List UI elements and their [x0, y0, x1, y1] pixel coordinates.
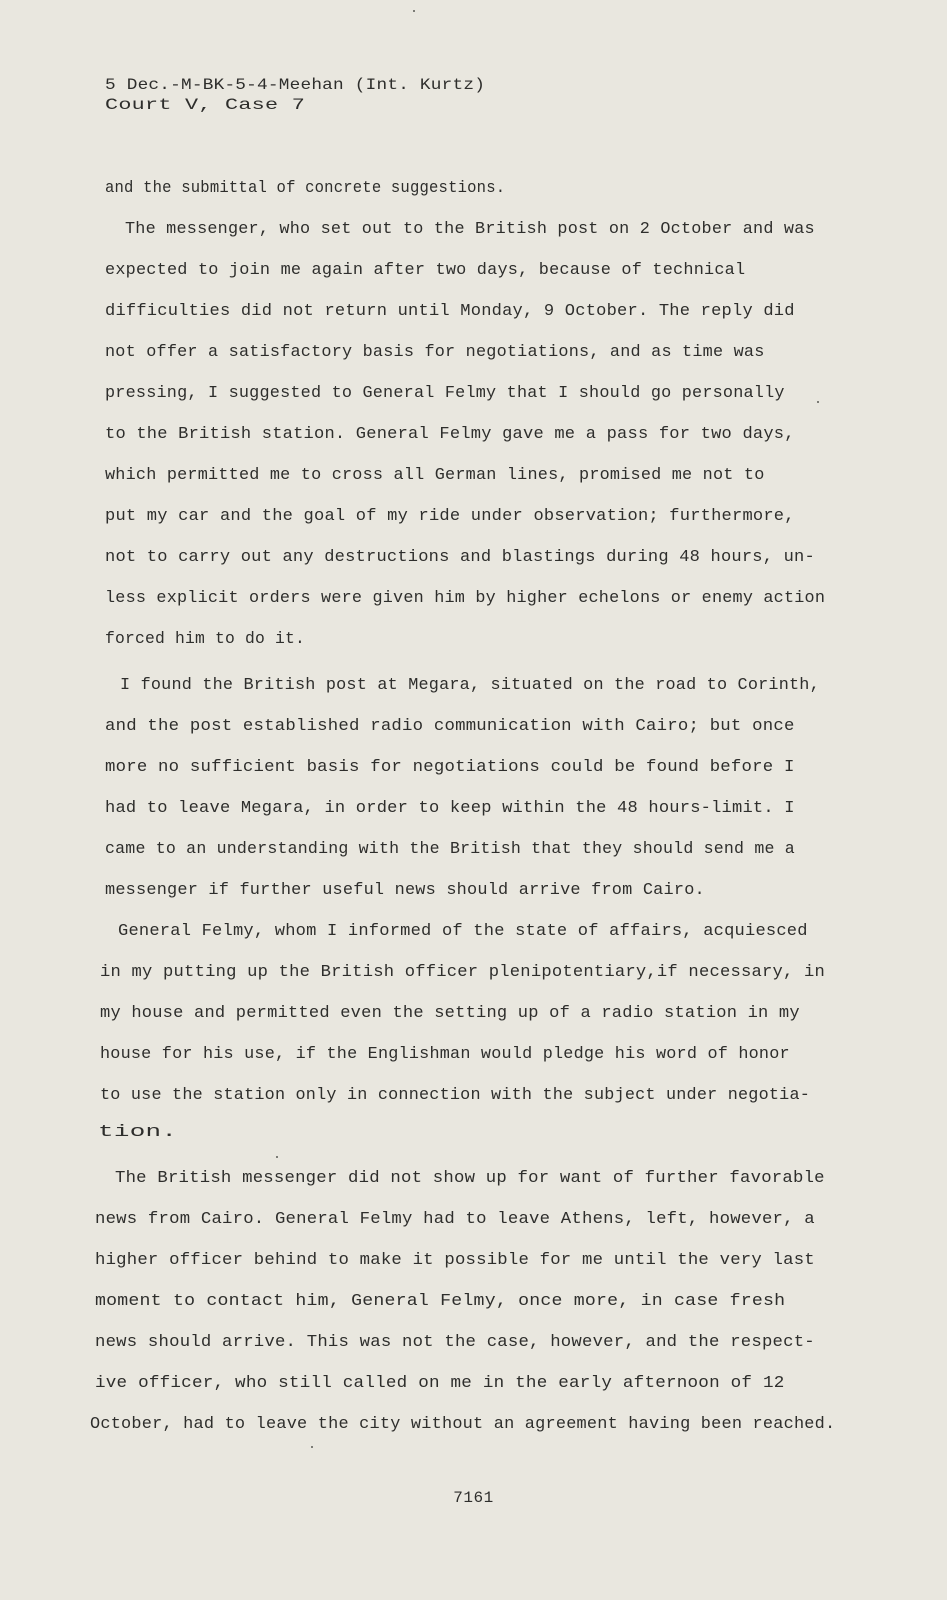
body-line: I found the British post at Megara, situated on the road to Corinth, — [120, 675, 820, 694]
body-line: and the post established radio communication with Cairo; but once — [105, 716, 795, 735]
body-line: The British messenger did not show up for want of further favorable — [115, 1168, 825, 1187]
body-line: had to leave Megara, in order to keep within the 48 hours-limit. I — [105, 798, 795, 817]
body-line: put my car and the goal of my ride under observation; furthermore, — [105, 506, 795, 525]
body-line: which permitted me to cross all German lines, promised me not to — [105, 465, 765, 484]
body-line: news should arrive. This was not the case, however, and the respect- — [95, 1332, 815, 1351]
body-line: tion. — [98, 1122, 178, 1141]
body-line: higher officer behind to make it possible for me until the very last — [95, 1250, 815, 1269]
body-line: less explicit orders were given him by higher echelons or enemy action — [105, 588, 826, 607]
body-line: messenger if further useful news should arrive from Cairo. — [105, 880, 705, 899]
body-line: ive officer, who still called on me in the early afternoon of 12 — [95, 1373, 785, 1392]
body-line: difficulties did not return until Monday, 9 October. The reply did — [105, 301, 795, 320]
body-line: moment to contact him, General Felmy, once more, in case fresh — [95, 1291, 786, 1310]
paper-speck — [276, 1156, 278, 1158]
body-line: October, had to leave the city without an agreement having been reached. — [90, 1414, 836, 1433]
header-reference-line: 5 Dec.-M-BK-5-4-Meehan (Int. Kurtz) — [105, 76, 486, 94]
body-line: forced him to do it. — [105, 629, 306, 648]
body-line: in my putting up the British officer plenipotentiary,if necessary, in — [100, 962, 826, 981]
body-line: expected to join me again after two days, because of technical — [105, 260, 746, 279]
body-line: not offer a satisfactory basis for negotiations, and as time was — [105, 342, 765, 361]
paper-speck — [413, 10, 415, 12]
body-line: more no sufficient basis for negotiations could be found before I — [105, 757, 795, 776]
paper-speck — [311, 1446, 313, 1448]
body-line: and the submittal of concrete suggestions. — [105, 178, 506, 197]
body-line: General Felmy, whom I informed of the state of affairs, acquiesced — [118, 921, 808, 940]
body-line: news from Cairo. General Felmy had to leave Athens, left, however, a — [95, 1209, 815, 1228]
body-line: The messenger, who set out to the British post on 2 October and was — [125, 219, 815, 238]
body-line: not to carry out any destructions and blastings during 48 hours, un- — [105, 547, 815, 566]
paper-speck — [817, 401, 819, 403]
header-court-case-line: Court V, Case 7 — [105, 96, 306, 114]
body-line: house for his use, if the Englishman would pledge his word of honor — [100, 1044, 790, 1063]
body-line: to use the station only in connection with the subject under negotia- — [100, 1085, 811, 1104]
page-number: 7161 — [453, 1489, 494, 1507]
body-line: my house and permitted even the setting up of a radio station in my — [100, 1003, 800, 1022]
body-line: to the British station. General Felmy gave me a pass for two days, — [105, 424, 795, 443]
body-line: pressing, I suggested to General Felmy that I should go personally — [105, 383, 785, 402]
body-line: came to an understanding with the British that they should send me a — [105, 839, 795, 858]
